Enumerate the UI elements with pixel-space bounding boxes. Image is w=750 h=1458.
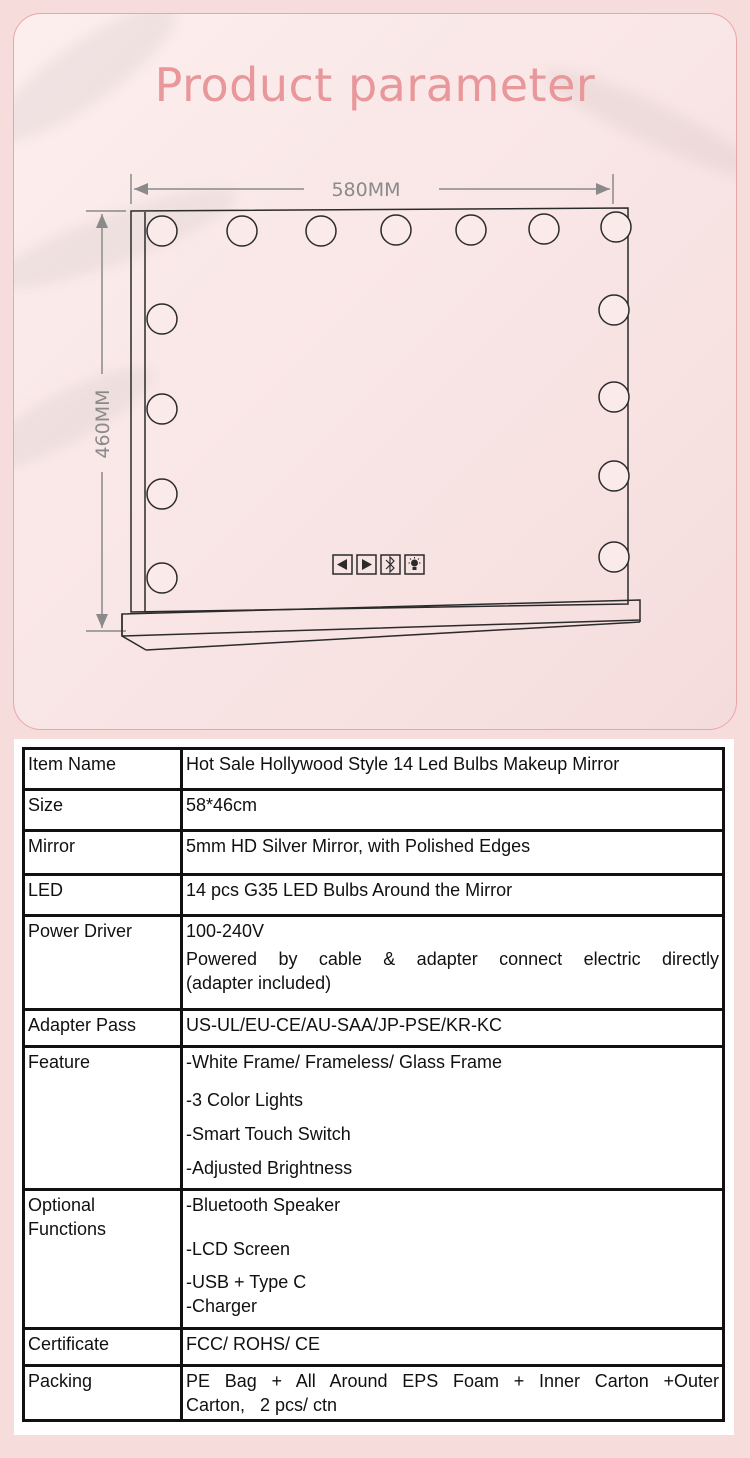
- touch-controls: [333, 555, 424, 574]
- spec-line: 14 pcs G35 LED Bulbs Around the Mirror: [186, 880, 513, 900]
- spec-line: Carton, 2 pcs/ ctn: [186, 1395, 338, 1415]
- spec-line: Powered by cable & adapter connect electric directly: [186, 949, 719, 969]
- spec-line: 58*46cm: [186, 795, 258, 815]
- table-row: [24, 1366, 724, 1421]
- spec-line: PE Bag + All Around EPS Foam + Inner Carton +Outer: [186, 1371, 719, 1391]
- table-row: [24, 1010, 724, 1047]
- spec-key: Certificate: [24, 1329, 182, 1366]
- table-row: [24, 875, 724, 916]
- spec-line: -3 Color Lights: [186, 1090, 304, 1110]
- spec-line: -LCD Screen: [186, 1239, 291, 1259]
- spec-line: -USB + Type C: [186, 1272, 307, 1292]
- spec-value: [182, 749, 724, 790]
- spec-key: Packing: [24, 1366, 182, 1421]
- spec-value: [182, 1010, 724, 1047]
- spec-value: [182, 1366, 724, 1421]
- table-row: [24, 790, 724, 831]
- product-panel: [13, 13, 737, 730]
- spec-value: [182, 875, 724, 916]
- spec-key: Adapter Pass: [24, 1010, 182, 1047]
- spec-value: [182, 790, 724, 831]
- width-label: 580MM: [331, 179, 401, 201]
- table-row: [24, 1329, 724, 1366]
- mirror-diagram: [14, 14, 736, 729]
- spec-line: FCC/ ROHS/ CE: [186, 1334, 321, 1354]
- spec-line: 5mm HD Silver Mirror, with Polished Edges: [186, 836, 531, 856]
- table-row: [24, 1047, 724, 1190]
- spec-line: Hot Sale Hollywood Style 14 Led Bulbs Makeup Mirror: [186, 754, 620, 774]
- spec-value: [182, 1047, 724, 1190]
- spec-line: 100-240V: [186, 921, 265, 941]
- spec-key: Power Driver: [24, 916, 182, 1010]
- spec-key: Feature: [24, 1047, 182, 1190]
- spec-value: [182, 916, 724, 1010]
- spec-value: [182, 831, 724, 875]
- spec-value: [182, 1329, 724, 1366]
- table-row: [24, 1190, 724, 1329]
- height-label: 460MM: [92, 389, 114, 459]
- spec-line: -Adjusted Brightness: [186, 1158, 353, 1178]
- light-bulb-icon: [405, 555, 424, 574]
- spec-line: -Smart Touch Switch: [186, 1124, 351, 1144]
- spec-key: Size: [24, 790, 182, 831]
- spec-line: -White Frame/ Frameless/ Glass Frame: [186, 1052, 503, 1072]
- spec-value: [182, 1190, 724, 1329]
- table-row: [24, 916, 724, 1010]
- spec-line: -Bluetooth Speaker: [186, 1195, 341, 1215]
- next-icon: [357, 555, 376, 574]
- spec-line: -Charger: [186, 1296, 258, 1316]
- spec-table: [22, 747, 725, 1422]
- spec-key: Item Name: [24, 749, 182, 790]
- page-title: Product parameter: [154, 58, 596, 112]
- mirror-frame: [122, 208, 640, 650]
- spec-sheet: [14, 739, 734, 1435]
- spec-key: LED: [24, 875, 182, 916]
- spec-key: Optional Functions: [24, 1190, 182, 1329]
- table-row: [24, 831, 724, 875]
- spec-line: (adapter included): [186, 973, 332, 993]
- spec-key: Mirror: [24, 831, 182, 875]
- led-bulbs: [147, 212, 631, 593]
- bluetooth-icon: [381, 555, 400, 574]
- spec-line: US-UL/EU-CE/AU-SAA/JP-PSE/KR-KC: [186, 1015, 503, 1035]
- prev-icon: [333, 555, 352, 574]
- table-row: [24, 749, 724, 790]
